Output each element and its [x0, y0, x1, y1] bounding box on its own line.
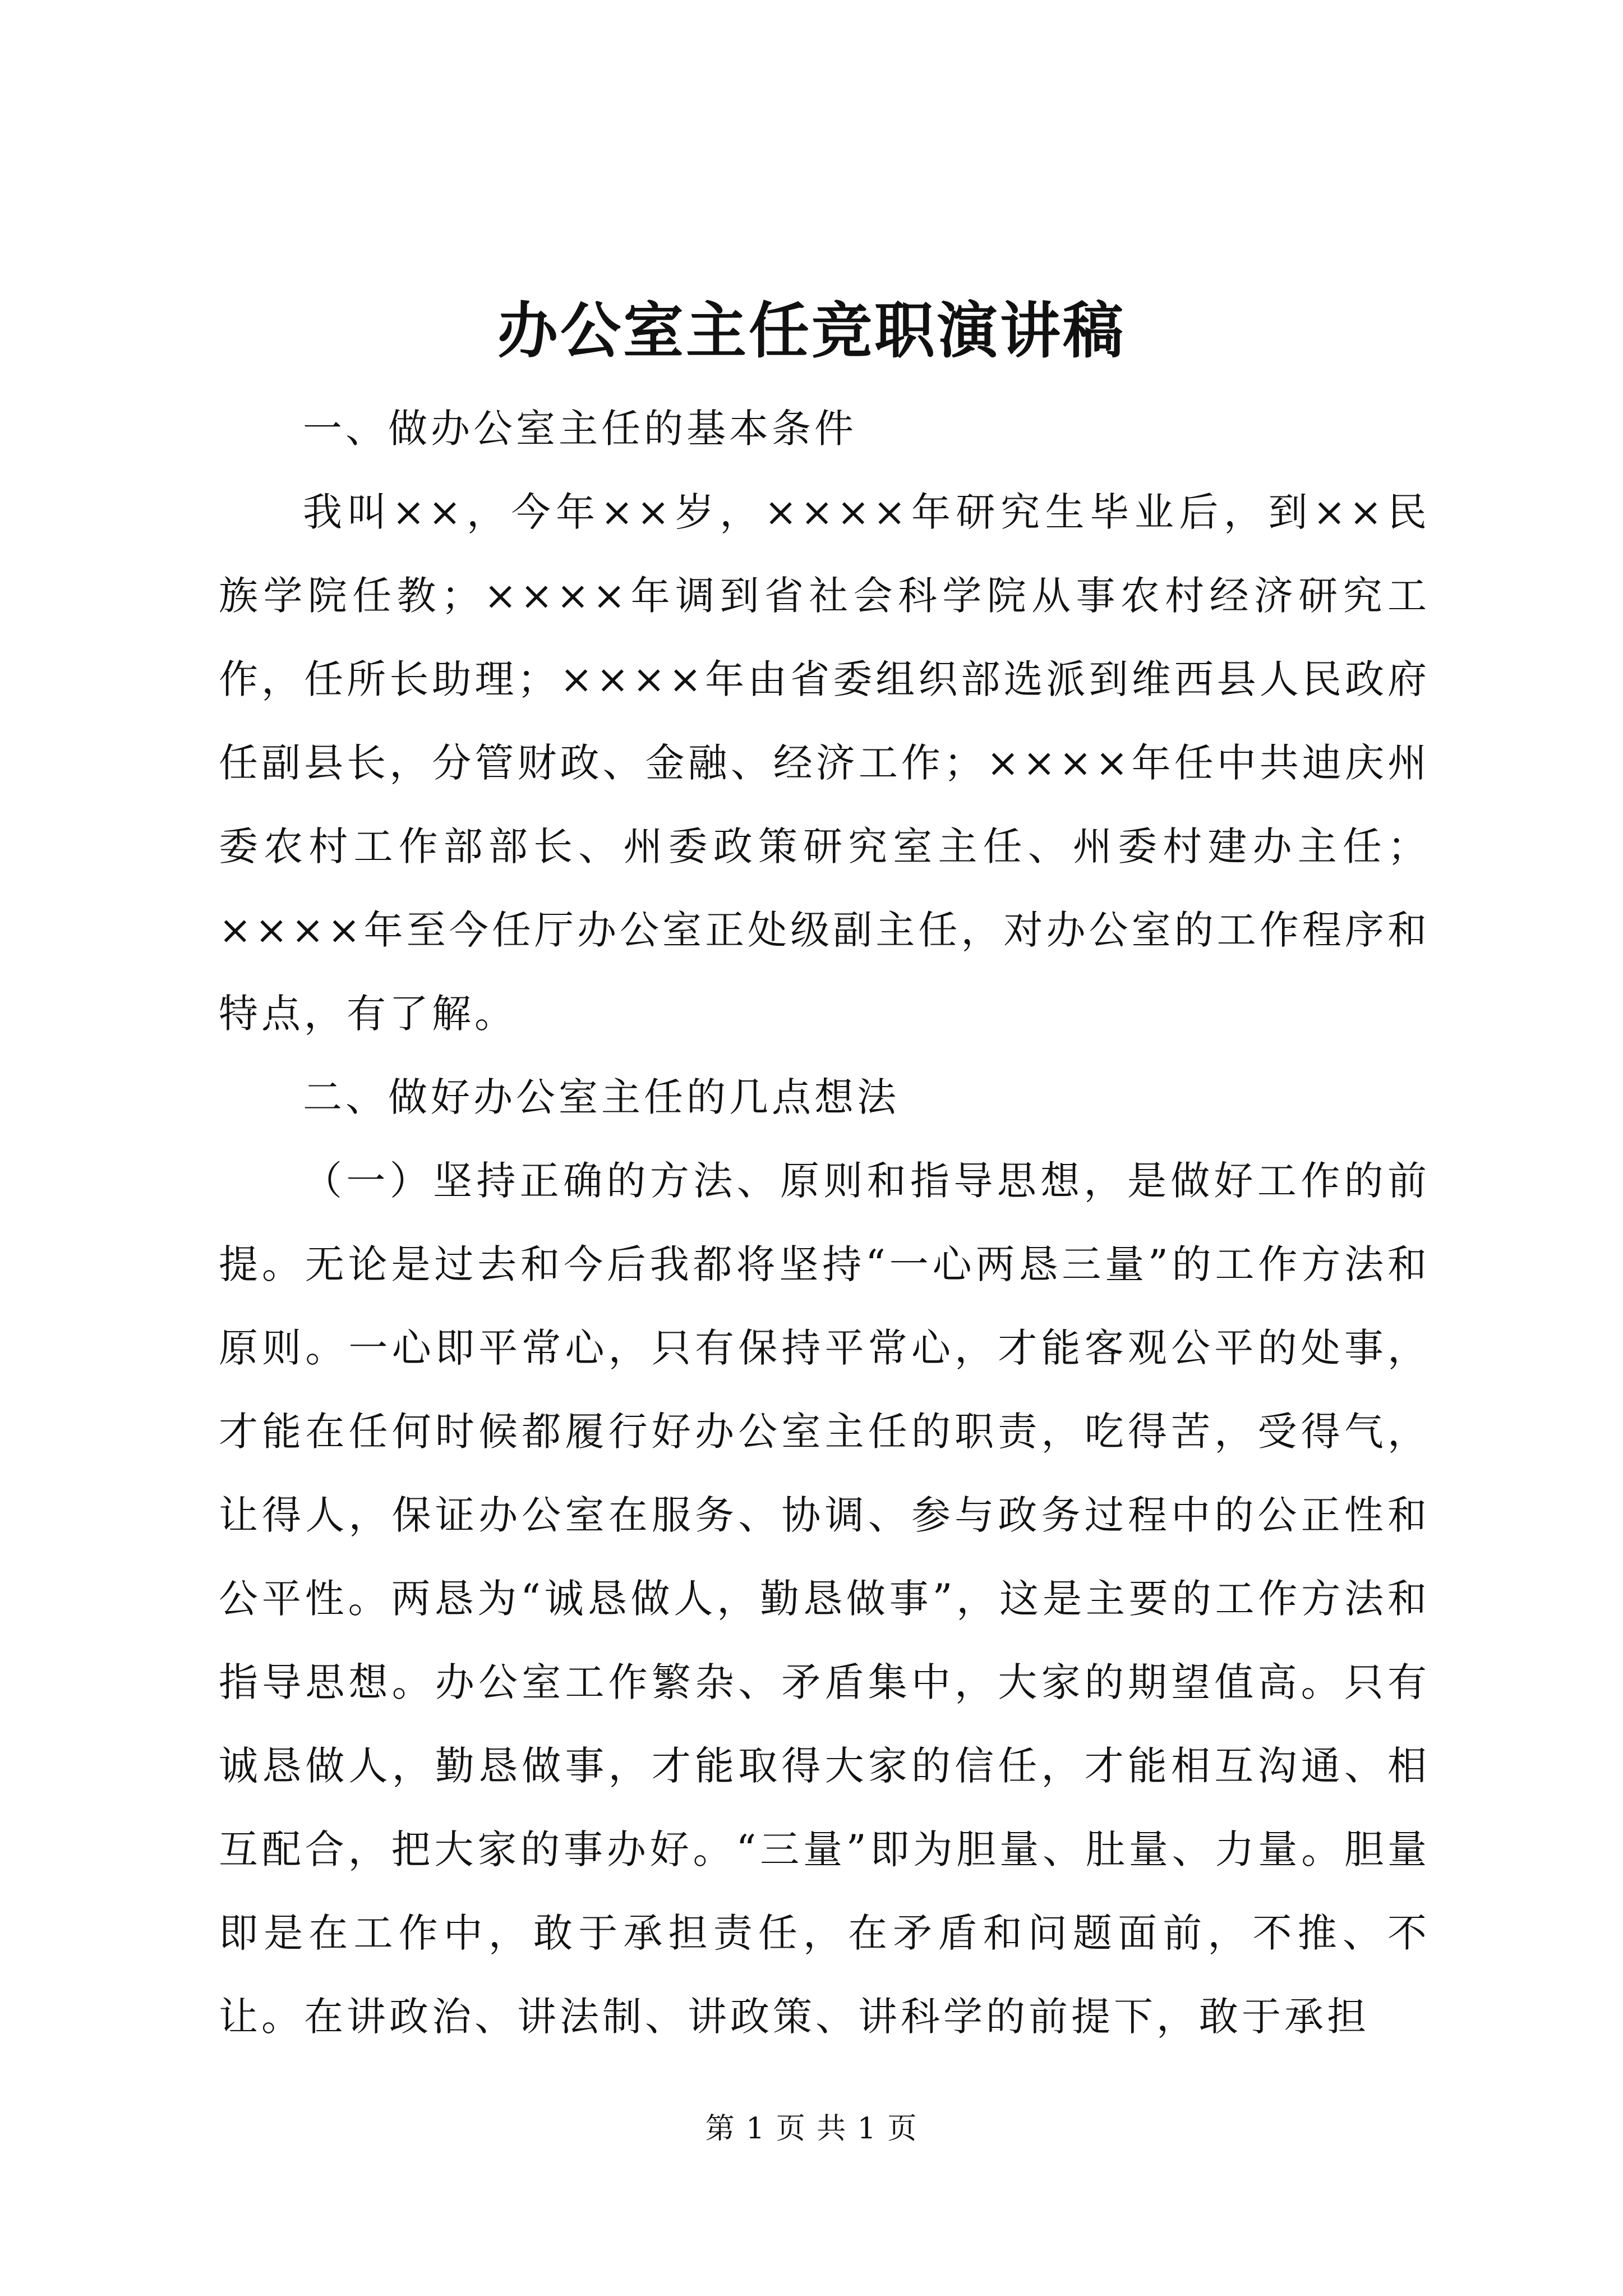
section-1-paragraph-1: 我叫××，今年××岁，××××年研究生毕业后，到××民族学院任教；××××年调到省社会科学院从事农村经济研究工作，任所长助理；××××年由省委组织部选派到维西县人民政府任副县长，分管财政、金融、经济工作；××××年任中共迪庆州委农村工作部部长、州委政策研究室主任、州委村建办主任；××××年至今任厅办公室正处级副主任，对办公室的工作程序和特点，有了解。 [219, 489, 1430, 1037]
section-2-paragraph-1: （一）坚持正确的方法、原则和指导思想，是做好工作的前提。无论是过去和今后我都将坚持“一心两恳三量”的工作方法和原则。一心即平常心，只有保持平常心，才能客观公平的处事，才能在任何时候都履行好办公室主任的职责，吃得苦，受得气，让得人，保证办公室在服务、协调、参与政务过程中的公正性和公平性。两恳为“诚恳做人，勤恳做事”，这是主要的工作方法和指导思想。办公室工作繁杂、矛盾集中，大家的期望值高。只有诚恳做人，勤恳做事，才能取得大家的信任，才能相互沟通、相互配合，把大家的事办好。“三量”即为胆量、肚量、力量。胆量即是在工作中，敢于承担责任，在矛盾和问题面前，不推、不让。在讲政治、讲法制、讲政策、讲科学的前提下，敢于承担 [219, 1158, 1430, 2040]
document-body [219, 387, 1430, 2059]
document-title: 办公室主任竞职演讲稿 [497, 296, 1126, 366]
section-heading-2: 二、做好办公室主任的几点想法 [303, 1074, 900, 1120]
section-heading-1: 一、做办公室主任的基本条件 [303, 406, 857, 452]
page-footer: 第 1 页 共 1 页 [705, 2112, 918, 2146]
